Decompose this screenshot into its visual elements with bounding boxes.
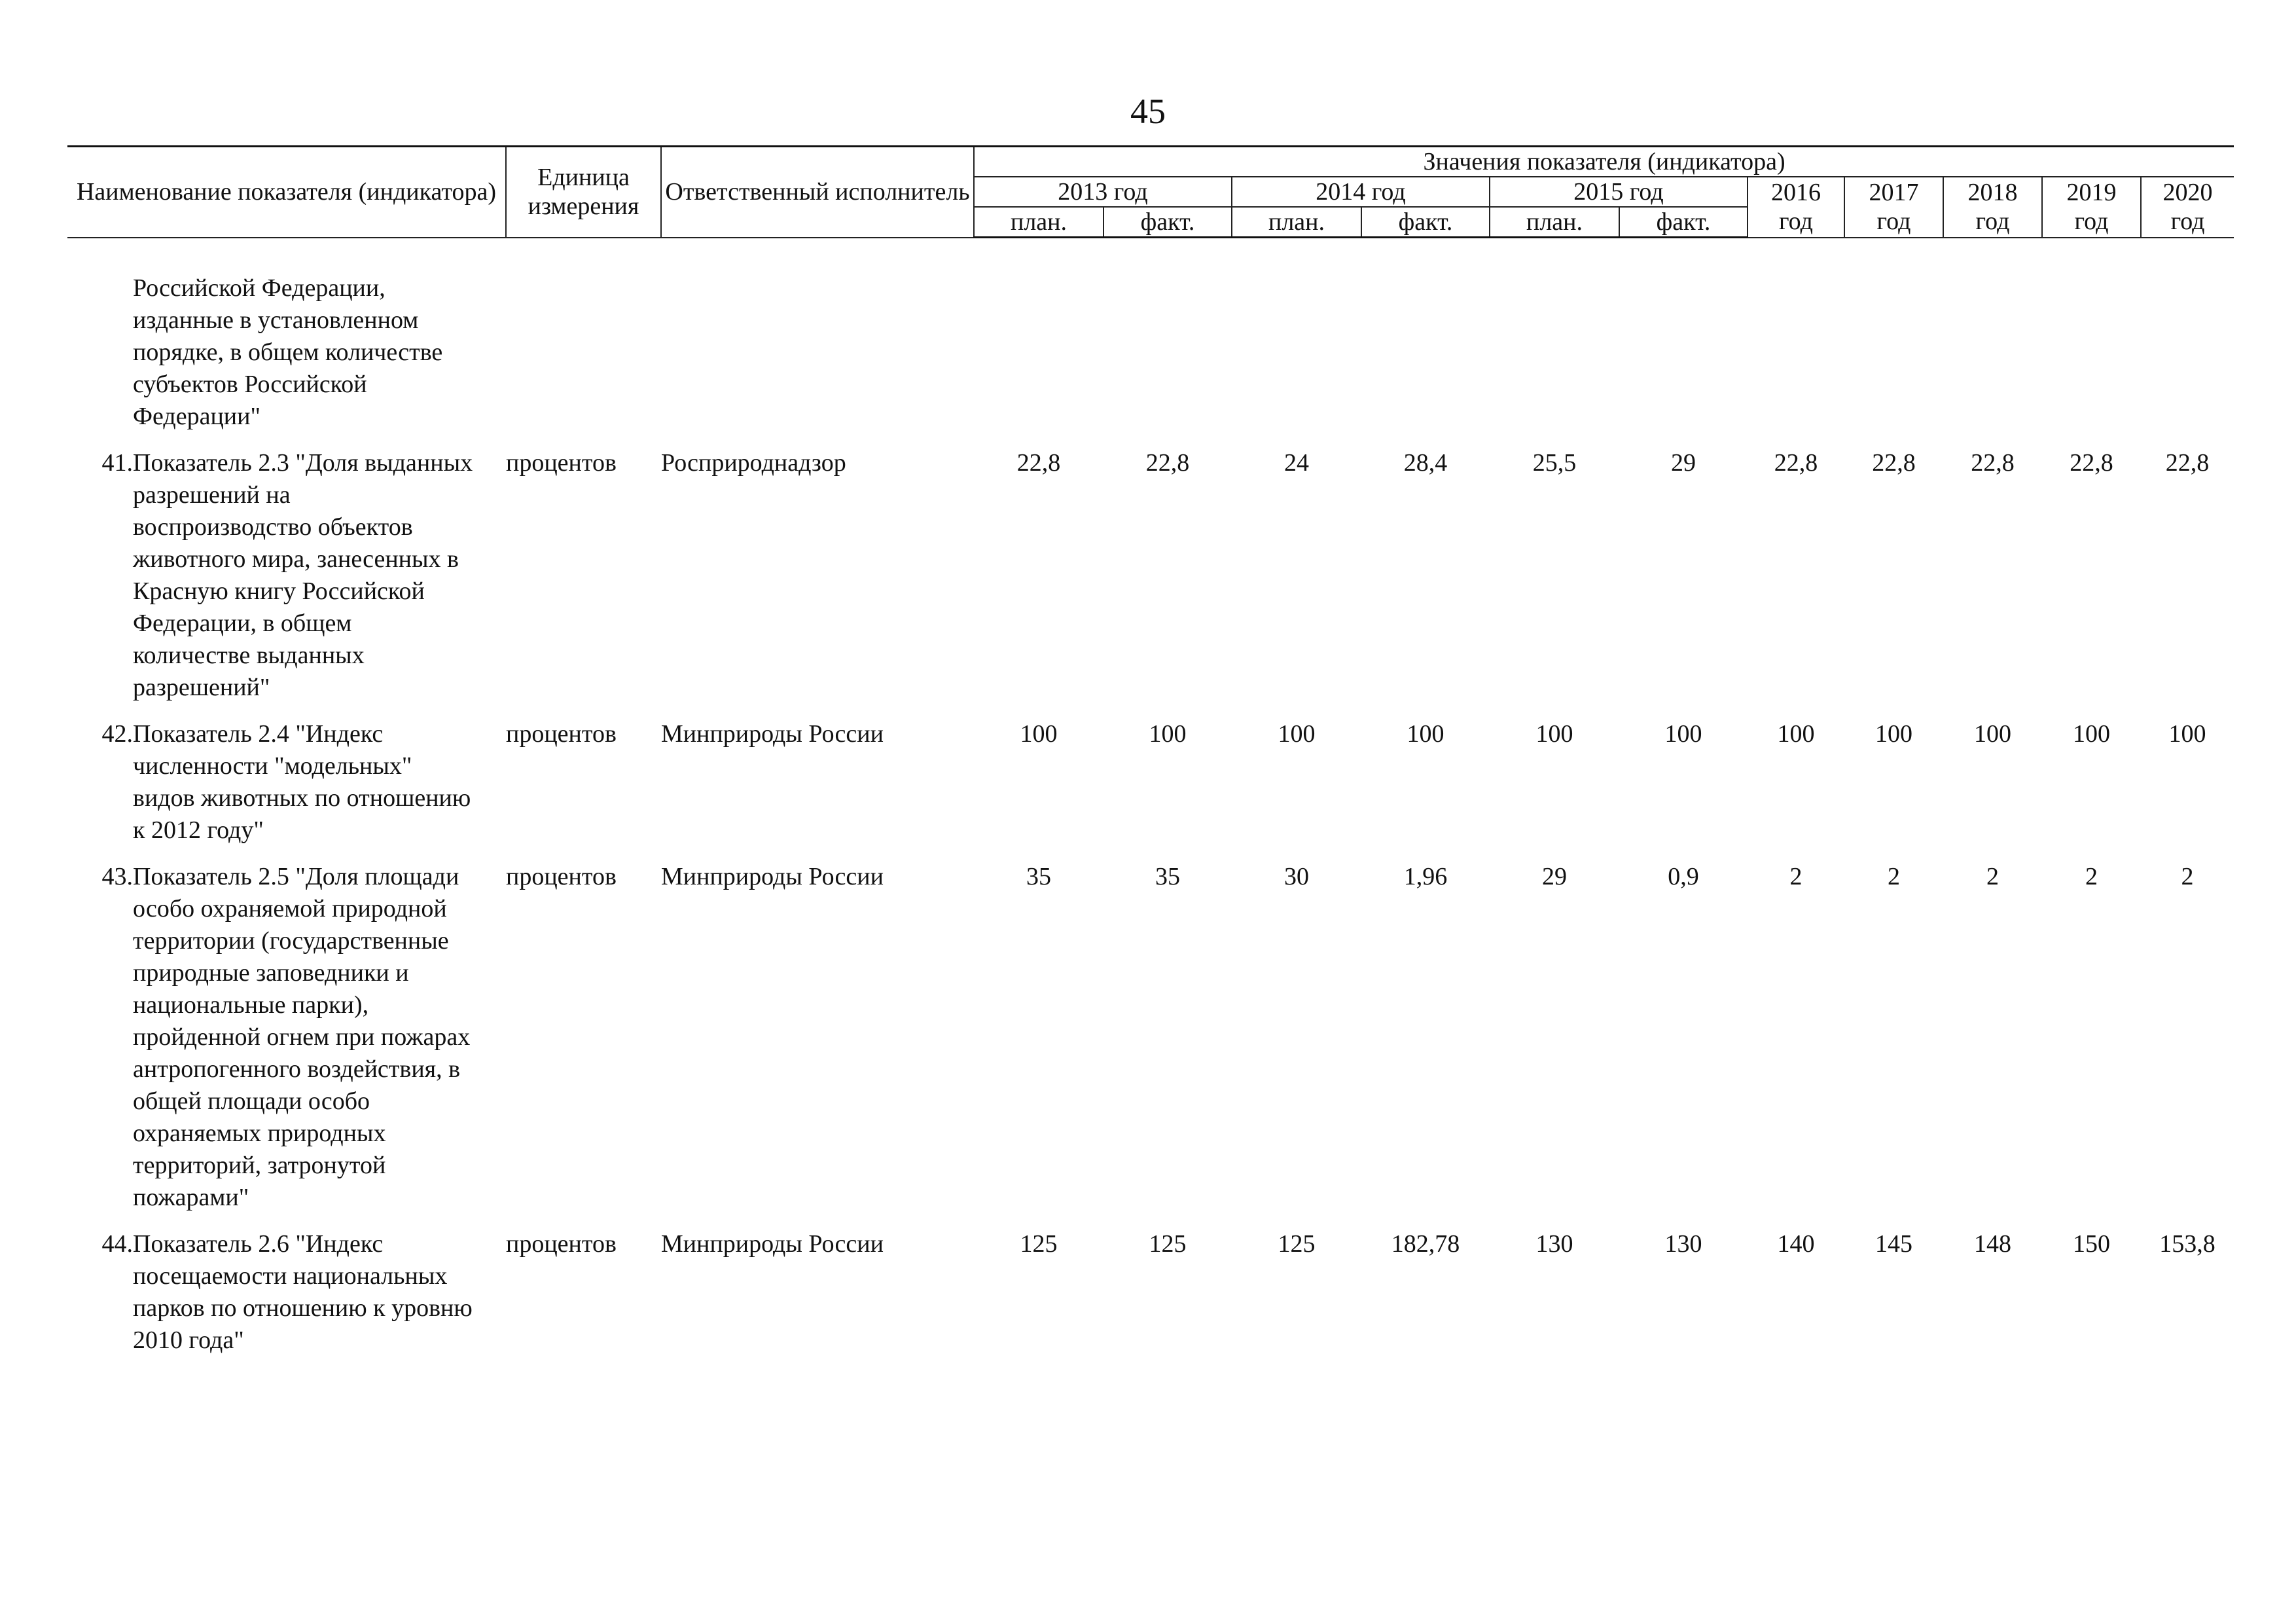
- header-year-2020-number: 2020: [2162, 179, 2213, 207]
- value-cell: 125: [1278, 1230, 1316, 1258]
- header-2015-fact: факт.: [1619, 207, 1748, 238]
- header-year-2017-suffix: год: [1876, 208, 1911, 236]
- value-cell: 0,9: [1668, 863, 1699, 890]
- value-cell: 125: [1020, 1230, 1058, 1258]
- value-cell: 100: [1020, 720, 1058, 748]
- value-cell: 100: [1535, 720, 1573, 748]
- value-cell: 125: [1149, 1230, 1187, 1258]
- header-responsible: Ответственный исполнитель: [661, 147, 974, 238]
- header-year-2019-number: 2019: [2066, 179, 2117, 207]
- value-cell: 100: [1777, 720, 1815, 748]
- value-cell: [1619, 272, 1748, 447]
- header-year-2017: [1844, 177, 1943, 238]
- value-cell: 29: [1542, 863, 1567, 890]
- header-values-group: Значения показателя (индикатора): [974, 147, 2234, 177]
- table-row: [67, 718, 2234, 861]
- table-row: [67, 861, 2234, 1228]
- header-year-2017-number: 2017: [1869, 179, 1919, 207]
- value-cell: 100: [1407, 720, 1444, 748]
- value-cell: [1490, 272, 1619, 447]
- value-cell: 130: [1664, 1230, 1702, 1258]
- indicator-name-text: Показатель 2.5 "Доля площади особо охраняемой природной территории (государственные природные заповедники и национальные парки), пройденной огнем при пожарах антропогенного воздействия, в общей площади особо охраняемых природных территорий, затронутой пожарами": [133, 863, 471, 1211]
- value-cell: 100: [1149, 720, 1187, 748]
- responsible-cell: Росприроднадзор: [661, 449, 846, 477]
- value-cell: 2: [1888, 863, 1900, 890]
- indicator-name: [133, 1228, 506, 1371]
- indicators-table: [67, 145, 2234, 1371]
- header-year-2018: [1943, 177, 2042, 238]
- indicator-name-text: Показатель 2.6 "Индекс посещаемости национальных парков по отношению к уровню 2010 года": [133, 1230, 473, 1354]
- value-cell: 2: [1789, 863, 1803, 890]
- unit-cell: процентов: [506, 863, 617, 890]
- table-row: [67, 447, 2234, 718]
- value-cell: 182,78: [1391, 1230, 1460, 1258]
- header-2015-plan: план.: [1490, 207, 1619, 238]
- value-cell: 22,8: [2070, 449, 2113, 477]
- unit-cell: процентов: [506, 720, 617, 748]
- header-year-2019-suffix: год: [2074, 208, 2109, 236]
- value-cell: 22,8: [1016, 449, 1061, 477]
- value-cell: [1943, 272, 2042, 447]
- value-cell: [1232, 272, 1361, 447]
- header-year-2013: 2013 год: [974, 177, 1232, 207]
- value-cell: [1361, 272, 1490, 447]
- row-number: 42.: [101, 720, 133, 748]
- value-cell: 35: [1155, 863, 1180, 890]
- value-cell: 150: [2073, 1230, 2110, 1258]
- indicator-name-text: Показатель 2.4 "Индекс численности "модельных" видов животных по отношению к 2012 году": [133, 720, 471, 844]
- value-cell: 30: [1284, 863, 1309, 890]
- header-year-2016: [1748, 177, 1844, 238]
- value-cell: 2: [2181, 863, 2194, 890]
- value-cell: 22,8: [1145, 449, 1190, 477]
- header-year-2015: 2015 год: [1490, 177, 1748, 207]
- row-number: 43.: [101, 863, 133, 890]
- value-cell: 100: [1974, 720, 2011, 748]
- value-cell: [1844, 272, 1943, 447]
- value-cell: [974, 272, 1103, 447]
- value-cell: 100: [1664, 720, 1702, 748]
- unit-cell: процентов: [506, 449, 617, 477]
- value-cell: 100: [2073, 720, 2110, 748]
- table-header: [67, 147, 2234, 238]
- value-cell: 29: [1671, 449, 1696, 477]
- indicator-name-text: Российской Федерации, изданные в установленном порядке, в общем количестве субъектов Российской Федерации": [133, 274, 443, 430]
- header-year-2018-number: 2018: [1967, 179, 2018, 207]
- header-2013-fact: факт.: [1103, 207, 1232, 238]
- value-cell: 28,4: [1403, 449, 1448, 477]
- responsible-cell: Минприроды России: [661, 1230, 884, 1258]
- value-cell: 22,8: [1971, 449, 2015, 477]
- indicator-name: [133, 272, 506, 447]
- value-cell: 148: [1974, 1230, 2011, 1258]
- header-unit: Единица измерения: [506, 147, 661, 238]
- header-year-2020-suffix: год: [2170, 208, 2205, 236]
- value-cell: 22,8: [2165, 449, 2210, 477]
- value-cell: 2: [1986, 863, 1999, 890]
- value-cell: 100: [1278, 720, 1316, 748]
- indicator-name: [133, 447, 506, 718]
- header-year-2016-suffix: год: [1779, 208, 1813, 236]
- row-number: 44.: [101, 1230, 133, 1258]
- value-cell: 100: [2168, 720, 2206, 748]
- header-name: Наименование показателя (индикатора): [67, 147, 506, 238]
- table-body: [67, 238, 2234, 1372]
- unit-cell: процентов: [506, 1230, 617, 1258]
- row-number: 41.: [101, 449, 133, 477]
- header-year-2019: [2042, 177, 2141, 238]
- value-cell: 130: [1535, 1230, 1573, 1258]
- value-cell: 25,5: [1532, 449, 1577, 477]
- indicator-name: [133, 718, 506, 861]
- table-row: [67, 272, 2234, 447]
- value-cell: 22,8: [1774, 449, 1818, 477]
- value-cell: 1,96: [1403, 863, 1448, 890]
- table-row: [67, 1228, 2234, 1371]
- header-2013-plan: план.: [974, 207, 1103, 238]
- value-cell: [2141, 272, 2234, 447]
- unit-cell: [506, 272, 661, 447]
- value-cell: 2: [2085, 863, 2098, 890]
- value-cell: 24: [1284, 449, 1309, 477]
- header-2014-fact: факт.: [1361, 207, 1490, 238]
- indicator-name: [133, 861, 506, 1228]
- header-year-2016-number: 2016: [1771, 179, 1821, 207]
- header-year-2014: 2014 год: [1232, 177, 1490, 207]
- header-year-2020: [2141, 177, 2234, 238]
- value-cell: [1748, 272, 1844, 447]
- responsible-cell: [661, 272, 974, 447]
- value-cell: 140: [1777, 1230, 1815, 1258]
- header-2014-plan: план.: [1232, 207, 1361, 238]
- row-number: [67, 272, 133, 447]
- value-cell: 100: [1875, 720, 1912, 748]
- header-year-2018-suffix: год: [1975, 208, 2010, 236]
- value-cell: 22,8: [1872, 449, 1916, 477]
- value-cell: [2042, 272, 2141, 447]
- value-cell: 153,8: [2159, 1230, 2215, 1258]
- page-number: 45: [1130, 92, 1166, 131]
- responsible-cell: Минприроды России: [661, 863, 884, 890]
- indicator-name-text: Показатель 2.3 "Доля выданных разрешений на воспроизводство объектов животного мира, занесенных в Красную книгу Российской Федерации, в общем количестве выданных разрешений": [133, 449, 473, 701]
- value-cell: 145: [1875, 1230, 1912, 1258]
- value-cell: [1103, 272, 1232, 447]
- value-cell: 35: [1026, 863, 1051, 890]
- responsible-cell: Минприроды России: [661, 720, 884, 748]
